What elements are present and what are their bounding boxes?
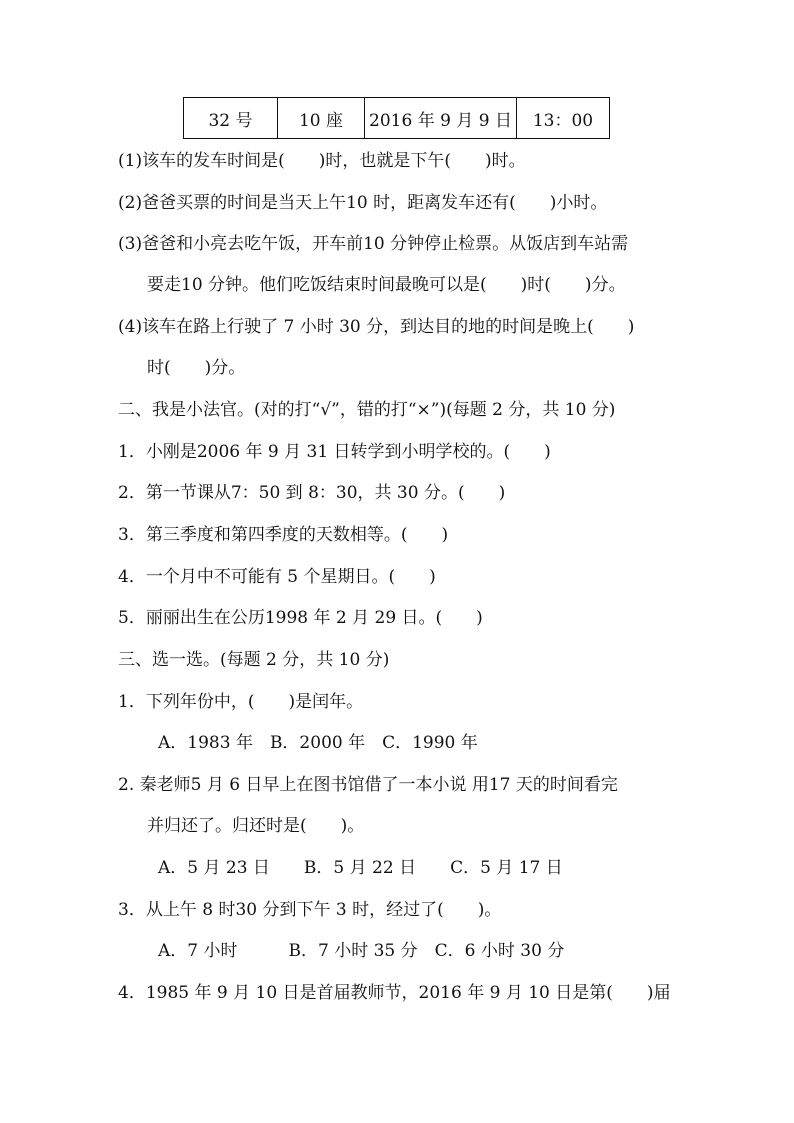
question-1-1: (1)该车的发车时间是( )时，也就是下午( )时。 [118,151,526,171]
ticket-table [183,97,610,139]
ticket-cell-number: 32 号 [184,98,278,139]
ticket-row [184,98,610,139]
choice-question-1: 1．下列年份中，( )是闰年。 [118,692,364,712]
judge-item-5: 5．丽丽出生在公历1998 年 2 月 29 日。( ) [118,608,483,628]
judge-item-1: 1．小刚是2006 年 9 月 31 日转学到小明学校的。( ) [118,442,551,462]
question-1-2: (2)爸爸买票的时间是当天上午10 时，距离发车还有( )小时。 [118,193,608,213]
ticket-cell-seat: 10 座 [278,98,365,139]
choice-options-2: A．5 月 23 日 B．5 月 22 日 C．5 月 17 日 [158,858,563,878]
question-1-3-cont: 要走10 分钟。他们吃饭结束时间最晚可以是( )时( )分。 [147,275,626,295]
choice-question-4: 4．1985 年 9 月 10 日是首届教师节，2016 年 9 月 10 日是第( )届 [118,983,671,1003]
choice-options-1: A．1983 年 B．2000 年 C．1990 年 [158,733,478,753]
question-1-4-cont: 时( )分。 [147,358,246,378]
choice-options-3: A．7 小时 B．7 小时 35 分 C．6 小时 30 分 [158,941,565,961]
choice-question-2: 2. 秦老师5 月 6 日早上在图书馆借了一本小说 用17 天的时间看完 [118,775,618,795]
ticket-cell-date: 2016 年 9 月 9 日 [365,98,517,139]
section-2-heading: 二、我是小法官。(对的打“√”，错的打“×”)(每题 2 分，共 10 分) [118,400,616,420]
judge-item-3: 3．第三季度和第四季度的天数相等。( ) [118,525,449,545]
question-1-3: (3)爸爸和小亮去吃午饭，开车前10 分钟停止检票。从饭店到车站需 [118,234,629,254]
section-3-heading: 三、选一选。(每题 2 分，共 10 分) [118,650,390,670]
judge-item-2: 2．第一节课从7：50 到 8：30，共 30 分。( ) [118,483,506,503]
choice-question-2-cont: 并归还了。归还时是( )。 [147,816,365,836]
choice-question-3: 3．从上午 8 时30 分到下午 3 时，经过了( )。 [118,900,502,920]
ticket-cell-time: 13：00 [517,98,610,139]
question-1-4: (4)该车在路上行驶了 7 小时 30 分，到达目的地的时间是晚上( ) [118,317,635,337]
judge-item-4: 4．一个月中不可能有 5 个星期日。( ) [118,567,436,587]
